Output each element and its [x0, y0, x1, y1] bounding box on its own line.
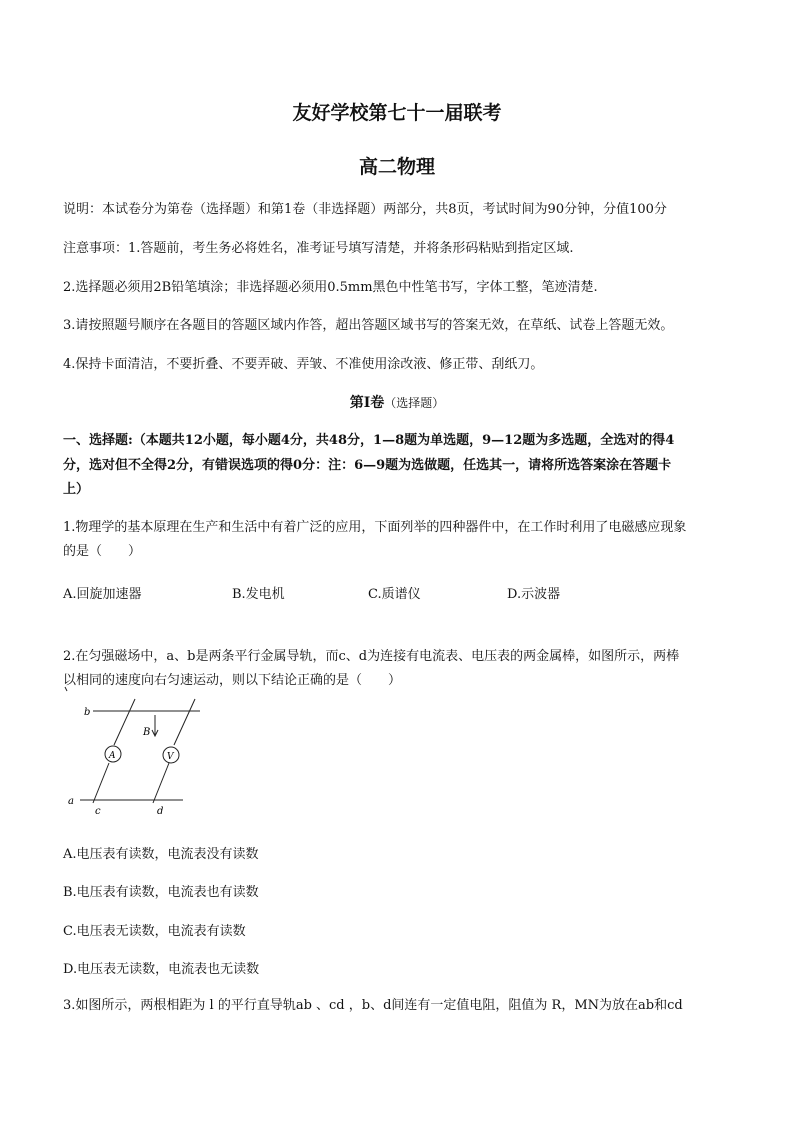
q2-stem-line2: 以相同的速度向右匀速运动，则以下结论正确的是（ ） — [63, 673, 402, 688]
label-voltmeter: V — [167, 752, 174, 762]
section-subtitle: （选择题） — [384, 396, 445, 410]
subject-title: 高二物理 — [358, 156, 435, 178]
section-instructions-line3: 上） — [63, 482, 90, 497]
q1-option-d: D.示波器 — [507, 587, 561, 602]
section-instructions-line2: 分，选对但不全得2分，有错误选项的得0分：注：6—9题为选做题，任选其一，请将所选答案涂在答题卡 — [63, 458, 672, 473]
q1-option-b: B.发电机 — [232, 587, 285, 602]
q1-stem-line1: 1.物理学的基本原理在生产和生活中有着广泛的应用，下面列举的四种器件中，在工作时利用了电磁感应现象 — [63, 520, 687, 535]
q2-option-c: C.电压表无读数，电流表有读数 — [63, 924, 246, 939]
q1-option-a: A.回旋加速器 — [63, 587, 142, 602]
label-b: b — [84, 707, 91, 718]
notice-1: 注意事项：1.答题前，考生务必将姓名，准考证号填写清楚，并将条形码粘贴到指定区域. — [63, 241, 574, 256]
q2-option-b: B.电压表有读数，电流表也有读数 — [63, 885, 259, 900]
notice-2: 2.选择题必须用2B铅笔填涂；非选择题必须用0.5mm黑色中性笔书写，字体工整，笔迹清楚. — [63, 280, 598, 295]
q2-option-d: D.电压表无读数，电流表也无读数 — [63, 962, 260, 977]
rails-circuit-figure — [60, 685, 210, 825]
notice-4: 4.保持卡面清洁，不要折叠、不要弄破、弄皱、不准使用涂改液、修正带、刮纸刀。 — [63, 357, 544, 372]
section-instructions-line1: 一、选择题:（本题共12小题，每小题4分，共48分，1—8题为单选题，9—12题为多选题，全选对的得4 — [63, 433, 675, 448]
q2-option-a: A.电压表有读数，电流表没有读数 — [63, 847, 259, 862]
q2-stem-line1: 2.在匀强磁场中，a、b是两条平行金属导轨，而c、d为连接有电流表、电压表的两金属棒，如图所示，两棒 — [63, 649, 680, 664]
q3-stem-line1: 3.如图所示，两根相距为 l 的平行直导轨ab 、cd ，b、d间连有一定值电阻，阻值为 R，MN为放在ab和cd — [63, 998, 683, 1013]
label-c: c — [95, 806, 101, 817]
section-title: 第Ⅰ卷 — [349, 395, 385, 411]
q1-stem-line2: 的是（ ） — [63, 544, 142, 559]
label-d: d — [157, 806, 164, 817]
label-a: a — [68, 796, 74, 807]
q1-option-c: C.质谱仪 — [368, 587, 421, 602]
notice-3: 3.请按照题号顺序在各题目的答题区域内作答，超出答题区域书写的答案无效，在草纸、试卷上答题无效。 — [63, 318, 674, 333]
exam-title: 友好学校第七十一届联考 — [292, 102, 502, 124]
section-heading — [0, 392, 794, 412]
description-text: 说明：本试卷分为第卷（选择题）和第1卷（非选择题）两部分，共8页，考试时间为90分钟，分值100分 — [63, 202, 667, 217]
label-ammeter: A — [109, 751, 116, 761]
label-field-b: B — [143, 727, 151, 738]
